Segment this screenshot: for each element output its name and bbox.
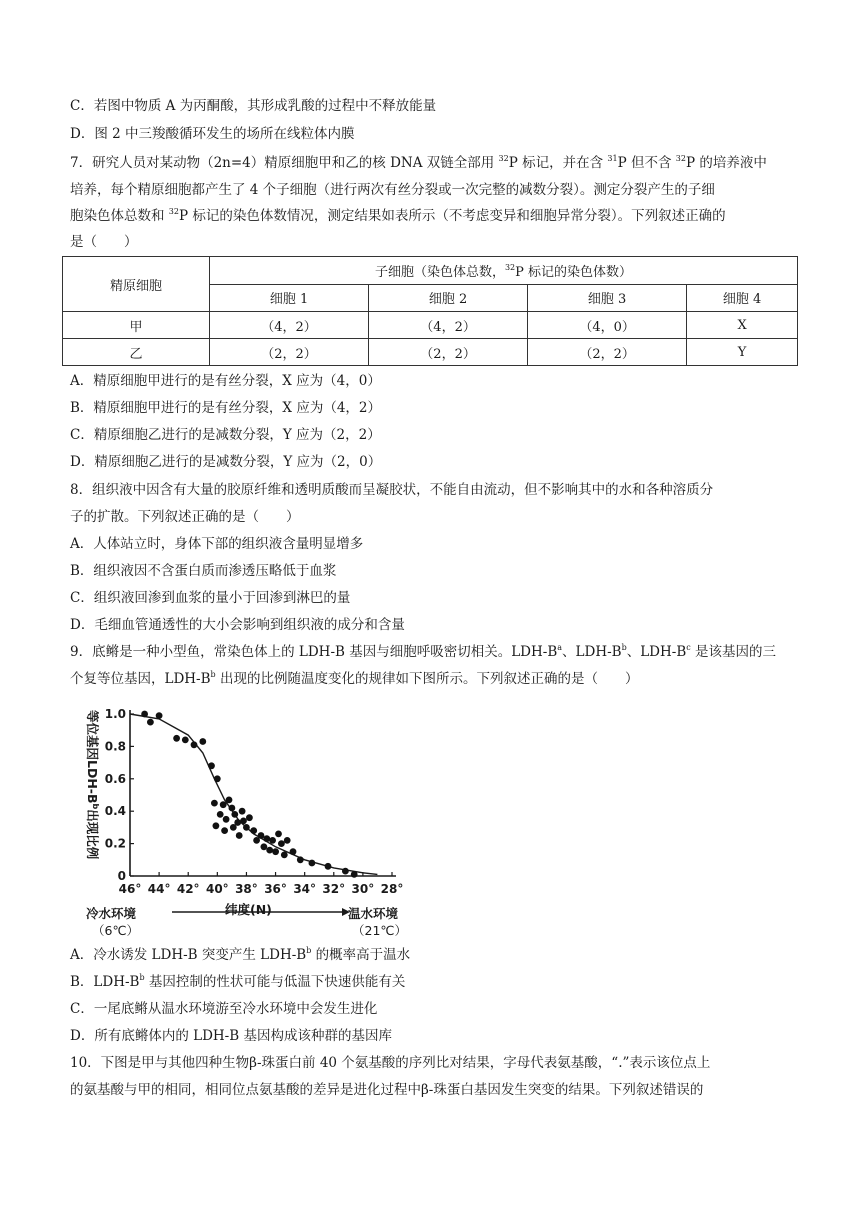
data-point [258, 832, 265, 839]
data-point [231, 811, 238, 818]
col-header: 细胞 1 [210, 284, 369, 312]
q10-line1: 10．下图是甲与其他四种生物β-珠蛋白前 40 个氨基酸的序列比对结果，字母代表氨基酸，“.”表示该位点上 [70, 1055, 711, 1071]
q10-line2: 的氨基酸与甲的相同，相同位点氨基酸的差异是进化过程中β-珠蛋白基因发生突变的结果。下列叙述错误的 [70, 1082, 704, 1098]
cold-env-label: 冷水环境 [86, 906, 137, 921]
data-point [240, 818, 247, 825]
table-cell: X [687, 312, 798, 339]
x-tick-label: 32° [322, 882, 346, 896]
data-point [284, 837, 291, 844]
data-point [223, 816, 230, 823]
fit-curve [130, 714, 377, 874]
row-label: 乙 [63, 339, 210, 366]
col-header: 细胞 3 [528, 284, 687, 312]
option-d9: D．所有底鳉体内的 LDH-B 基因构成该种群的基因库 [70, 1028, 392, 1044]
q7-table [62, 256, 798, 366]
data-point [275, 831, 282, 838]
data-point [221, 827, 228, 834]
data-point [199, 738, 206, 745]
q7-line3: 胞染色体总数和 $^{32}$P 标记的染色体数情况，测定结果如表所示（不考虑变异和细胞异常分裂）。下列叙述正确的 [70, 207, 726, 224]
option-a8: A．人体站立时，身体下部的组织液含量明显增多 [70, 536, 364, 552]
data-point [342, 868, 349, 875]
q8-line1: 8．组织液中因含有大量的胶原纤维和透明质酸而呈凝胶状，不能自由流动，但不影响其中的水和各种溶质分 [70, 482, 714, 498]
q7-line1: 7．研究人员对某动物（2n=4）精原细胞甲和乙的核 DNA 双链全部用 $^{32}$P 标记，并在含 $^{31}$P 但不含 $^{32}$P 的培养液中 [70, 154, 767, 171]
y-tick-label: 0.8 [104, 739, 126, 754]
data-point [214, 775, 221, 782]
col-header: 细胞 4 [687, 284, 798, 312]
data-point [261, 843, 268, 850]
q7-line2: 培养，每个精原细胞都产生了 4 个子细胞（进行两次有丝分裂或一次完整的减数分裂）。测定分裂产生的子细 [70, 182, 715, 198]
warm-env-temp: （21℃） [352, 923, 407, 938]
data-point [266, 847, 273, 854]
table-row [63, 312, 798, 339]
data-point [217, 811, 224, 818]
x-tick-label: 46° [118, 882, 142, 896]
data-point [290, 848, 297, 855]
table-cell: （2，2） [210, 339, 369, 366]
data-point [182, 737, 189, 744]
x-tick-label: 28° [380, 882, 404, 896]
data-point [191, 741, 198, 748]
data-point [236, 832, 243, 839]
option-c9: C．一尾底鳉从温水环境游至冷水环境中会发生进化 [70, 1001, 378, 1017]
table-header-cell: 精原细胞 [63, 257, 210, 312]
ldh-chart [80, 698, 420, 948]
table-header-subcells: 子细胞（染色体总数，$^{32}$P 标记的染色体数） [210, 257, 798, 285]
x-tick-label: 36° [264, 882, 287, 896]
data-point [173, 735, 180, 742]
data-point [226, 797, 233, 804]
data-point [309, 860, 316, 867]
data-point [281, 852, 288, 859]
data-point [278, 840, 285, 847]
option-d6: D．图 2 中三羧酸循环发生的场所在线粒体内膜 [70, 126, 355, 142]
table-cell: Y [687, 339, 798, 366]
data-point [156, 712, 163, 719]
table-cell: （4，2） [369, 312, 528, 339]
x-tick-label: 44° [147, 882, 171, 896]
option-a7: A．精原细胞甲进行的是有丝分裂，X 应为（4，0） [70, 373, 381, 389]
cold-env-temp: （6℃） [92, 923, 139, 938]
y-tick-label: 0.2 [104, 836, 126, 851]
y-tick-label: 1.0 [104, 707, 126, 721]
table-cell: （2，2） [528, 339, 687, 366]
option-c6: C．若图中物质 A 为丙酮酸，其形成乳酸的过程中不释放能量 [70, 98, 437, 114]
data-point [272, 848, 279, 855]
data-point [269, 837, 276, 844]
data-point [243, 824, 250, 831]
table-cell: （4，2） [210, 312, 369, 339]
x-tick-label: 30° [351, 882, 375, 896]
data-point [297, 856, 304, 863]
warm-env-label: 温水环境 [348, 906, 399, 921]
option-d7: D．精原细胞乙进行的是减数分裂，Y 应为（2，0） [70, 454, 382, 470]
data-point [263, 835, 270, 842]
data-point [208, 762, 215, 769]
data-point [234, 819, 241, 826]
data-point [246, 814, 253, 821]
q9-line1: 9．底鳉是一种小型鱼，常染色体上的 LDH-B 基因与细胞呼吸密切相关。LDH-$B^a$、LDH-$B^b$、LDH-$B^c$ 是该基因的三 [70, 643, 777, 660]
y-tick-label: 0 [117, 869, 126, 883]
option-b9: B．LDH-$B^b$ 基因控制的性状可能与低温下快速供能有关 [70, 973, 406, 990]
option-c7: C．精原细胞乙进行的是减数分裂，Y 应为（2，2） [70, 427, 381, 443]
x-axis-label: 纬度(N) [225, 902, 272, 917]
option-b7: B．精原细胞甲进行的是有丝分裂，X 应为（4，2） [70, 400, 382, 416]
table-row [63, 339, 798, 366]
option-c8: C．组织液回渗到血浆的量小于回渗到淋巴的量 [70, 590, 351, 606]
option-a9: A．冷水诱发 LDH-B 突变产生 LDH-$B^b$ 的概率高于温水 [70, 946, 411, 963]
q7-line4: 是（ ） [70, 234, 138, 250]
data-point [147, 719, 154, 726]
option-d8: D．毛细血管通透性的大小会影响到组织液的成分和含量 [70, 617, 405, 633]
y-tick-label: 0.4 [104, 804, 126, 819]
table-cell: （4，0） [528, 312, 687, 339]
x-tick-label: 42° [176, 882, 200, 896]
data-point [220, 801, 227, 808]
data-point [211, 800, 218, 807]
svg-text:等位基因LDH-Bb出现比例: 等位基因LDH-$B^b$出现比例 [85, 710, 100, 860]
data-point [213, 822, 220, 829]
data-point [229, 805, 236, 812]
x-tick-label: 38° [235, 882, 258, 896]
data-point [141, 711, 148, 718]
col-header: 细胞 2 [369, 284, 528, 312]
table-cell: （2，2） [369, 339, 528, 366]
row-label: 甲 [63, 312, 210, 339]
option-b8: B．组织液因不含蛋白质而渗透压略低于血浆 [70, 563, 337, 579]
q9-line2: 个复等位基因，LDH-$B^b$ 出现的比例随温度变化的规律如下图所示。下列叙述正确的是（ ） [70, 670, 639, 687]
data-point [250, 827, 257, 834]
q8-line2: 子的扩散。下列叙述正确的是（ ） [70, 509, 300, 525]
y-axis-label [85, 710, 100, 860]
x-tick-label: 40° [205, 882, 229, 896]
data-point [351, 871, 358, 878]
data-point [325, 863, 332, 870]
data-point [239, 808, 246, 815]
x-tick-label: 34° [293, 882, 317, 896]
y-tick-label: 0.6 [104, 771, 126, 786]
